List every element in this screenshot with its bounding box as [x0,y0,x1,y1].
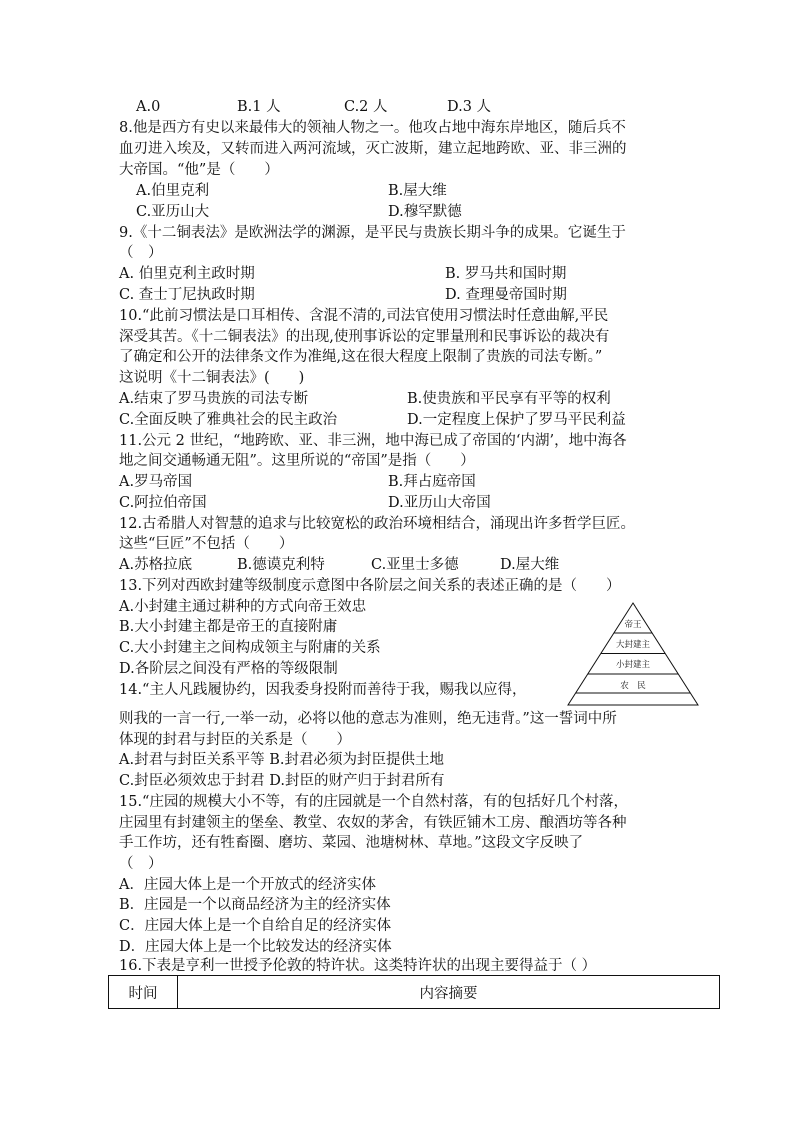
q11-option-c: C.阿拉伯帝国 [119,495,207,511]
q8-option-a: A.伯里克利 [136,183,210,199]
pyramid-level-great-lords: 大封建主 [615,640,651,650]
q11-stem-line-2: 地之间交通畅通无阻”。这里所说的“帝国”是指（ ） [119,453,475,469]
q9-option-d: D. 查理曼帝国时期 [445,287,567,303]
q8-option-b: B.屋大维 [388,183,447,199]
q10-option-c: C.全面反映了雅典社会的民主政治 [119,412,338,428]
q10-option-a: A.结束了罗马贵族的司法专断 [119,391,309,407]
q14-option-row-1: A.封君与封臣关系平等 B.封君必须为封臣提供土地 [119,752,444,768]
q12-option-d: D.屋大维 [500,557,560,573]
q8-option-c: C.亚历山大 [136,204,210,220]
q12-stem-line-1: 12.古希腊人对智慧的追求与比较宽松的政治环境相结合，涌现出许多哲学巨匠。 [119,516,636,532]
q10-stem-line-2: 深受其苦。《十二铜表法》的出现,使刑事诉讼的定罪量刑和民事诉讼的裁决有 [119,329,610,345]
q8-option-d: D.穆罕默德 [388,204,462,220]
q14-stem-line-2: 则我的一言一行,一举一动，必将以他的意志为准则，绝无违背。”这一誓词中所 [119,711,617,727]
q11-option-b: B.拜占庭帝国 [388,474,476,490]
q13-option-c: C.大小封建主之间构成领主与附庸的关系 [119,640,381,656]
q7-option-c: C.2 人 [344,99,388,115]
q15-option-a: A．庄园大体上是一个开放式的经济实体 [119,877,376,893]
q15-stem-line-3: 手工作坊，还有牲畜圈、磨坊、菜园、池塘树林、草地。”这段文字反映了 [119,835,584,851]
q11-option-a: A.罗马帝国 [119,474,193,490]
q7-option-a: A.0 [136,99,161,115]
pyramid-level-peasants: 农 民 [620,681,646,691]
q16-stem: 16.下表是亨利一世授予伦敦的特许状。这类特许状的出现主要得益于（ ） [119,958,597,974]
q9-option-a: A. 伯里克利主政时期 [119,266,255,282]
q9-option-c: C. 查士丁尼执政时期 [119,287,255,303]
q11-option-d: D.亚历山大帝国 [388,495,491,511]
q7-option-d: D.3 人 [447,99,492,115]
q11-stem-line-1: 11.公元 2 世纪，“地跨欧、亚、非三洲，地中海已成了帝国的‘内湖’，地中海各 [119,433,627,449]
q15-stem-line-1: 15.“庄园的规模大小不等，有的庄园就是一个自然村落，有的包括好几个村落， [119,794,628,810]
q13-stem: 13.下列对西欧封建等级制度示意图中各阶层之间关系的表述正确的是（ ） [119,578,621,594]
q9-option-b: B. 罗马共和国时期 [445,266,567,282]
q12-option-c: C.亚里士多德 [371,557,459,573]
q15-option-d: D．庄园大体上是一个比较发达的经济实体 [119,939,392,955]
table-header-summary: 内容摘要 [178,976,720,1009]
q10-stem-line-3: 了确定和公开的法律条文作为准绳,这在很大程度上限制了贵族的司法专断。” [119,349,603,365]
q12-option-a: A.苏格拉底 [119,557,193,573]
q10-option-b: B.使贵族和平民享有平等的权利 [407,391,611,407]
q15-stem-line-4: （ ） [119,856,163,872]
q7-option-b: B.1 人 [237,99,281,115]
q15-option-c: C．庄园大体上是一个自给自足的经济实体 [119,918,392,934]
q15-option-b: B．庄园是一个以商品经济为主的经济实体 [119,897,391,913]
q13-option-a: A.小封建主通过耕种的方式向帝王效忠 [119,599,367,615]
q10-stem-line-1: 10.“此前习惯法是口耳相传、含混不清的,司法官使用习惯法时任意曲解,平民 [119,308,609,324]
q8-stem-line-1: 8.他是西方有史以来最伟大的领袖人物之一。他攻占地中海东岸地区，随后兵不 [119,120,626,136]
q12-option-b: B.德谟克利特 [237,557,325,573]
q10-stem-line-4: 这说明《十二铜表法》( ) [119,370,305,386]
q13-option-d: D.各阶层之间没有严格的等级限制 [119,661,338,677]
q9-stem-line-2: （ ） [119,245,163,261]
q9-stem-line-1: 9.《十二铜表法》是欧洲法学的渊源，是平民与贵族长期斗争的成果。它诞生于 [119,225,626,241]
q14-stem-line-3: 体现的封君与封臣的关系是（ ） [119,732,351,748]
q10-option-d: D.一定程度上保护了罗马平民利益 [407,412,626,428]
q13-option-b: B.大小封建主都是帝王的直接附庸 [119,619,338,635]
q12-stem-line-2: 这些“巨匠”不包括（ ） [119,536,294,552]
q14-option-row-2: C.封臣必须效忠于封君 D.封臣的财产归于封君所有 [119,773,445,789]
q8-stem-line-2: 血刃进入埃及，又转而进入两河流域，灭亡波斯，建立起地跨欧、亚、非三洲的 [119,141,627,157]
pyramid-level-emperor: 帝王 [624,620,642,630]
q14-stem-line-1: 14.“主人凡践履协约，因我委身投附而善待于我，赐我以应得， [119,682,527,698]
q15-stem-line-2: 庄园里有封建领主的堡垒、教堂、农奴的茅舍，有铁匠铺木工房、酿酒坊等各种 [119,815,627,831]
q8-stem-line-3: 大帝国。“他”是（ ） [119,162,279,178]
table-header-time: 时间 [109,976,178,1009]
charter-table [108,975,720,1009]
pyramid-level-lesser-lords: 小封建主 [615,660,651,670]
feudal-hierarchy-pyramid [567,602,699,706]
table-header-row [109,976,720,1009]
